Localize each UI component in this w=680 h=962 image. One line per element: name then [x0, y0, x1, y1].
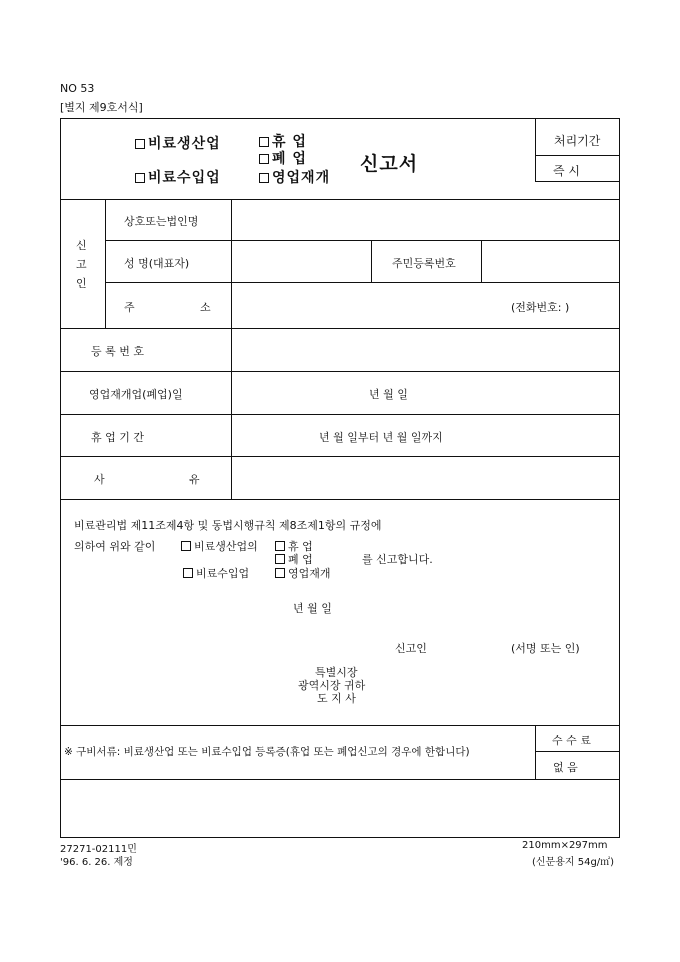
checkbox-icon[interactable] [183, 568, 193, 578]
fee-label: 수 수 료 [552, 734, 591, 747]
company-field[interactable] [232, 201, 618, 239]
company-label: 상호또는법인명 [124, 215, 199, 228]
divider [535, 119, 536, 181]
divider [105, 199, 106, 328]
signature-note: (서명 또는 인) [511, 642, 580, 655]
recipient: 특별시장 [315, 666, 358, 679]
form-frame [60, 118, 620, 838]
divider [61, 779, 619, 780]
statement-line: 비료관리법 제11조제4항 및 동법시행규칙 제8조제1항의 규정에 [74, 519, 382, 532]
title-option-suspend: 휴 업 [259, 131, 307, 151]
divider [535, 751, 619, 752]
address-field[interactable] [232, 284, 512, 326]
phone-label: (전화번호: ) [511, 301, 570, 314]
statement-option-import: 비료수입업 [183, 565, 249, 581]
title-option-production: 비료생산업 [135, 133, 221, 153]
checkbox-icon[interactable] [135, 173, 145, 183]
footer-paper: (신문용지 54g/㎡) [532, 857, 615, 868]
divider [61, 414, 619, 415]
divider [61, 499, 619, 500]
checkbox-icon[interactable] [259, 154, 269, 164]
address-label: 주 [124, 301, 135, 314]
divider [535, 155, 619, 156]
checkbox-icon[interactable] [259, 173, 269, 183]
recipient: 광역시장 귀하 [298, 679, 366, 692]
title-option-resume: 영업재개 [259, 167, 330, 187]
suspension-period-label: 휴 업 기 간 [91, 431, 144, 444]
footer-size: 210mm×297mm [522, 840, 608, 851]
name-label: 성 명(대표자) [124, 257, 190, 270]
statement-option-close: 폐 업 [275, 551, 313, 567]
processing-value: 즉 시 [553, 164, 580, 178]
fee-value: 없 음 [553, 761, 578, 774]
applicant-group-label: 신 [76, 239, 87, 252]
form-title: 신고서 [360, 153, 419, 175]
recipient: 도 지 사 [317, 692, 356, 705]
required-documents: ※ 구비서류: 비료생산업 또는 비료수입업 등록증(휴업 또는 폐업신고의 경우에 한합니다) [64, 746, 470, 758]
applicant-group-label: 고 [76, 258, 87, 271]
divider [61, 199, 619, 200]
suspension-period-field[interactable]: 년 월 일부터 년 월 일까지 [319, 431, 443, 444]
reason-field[interactable] [232, 458, 618, 498]
business-date-field[interactable]: 년 월 일 [369, 388, 408, 401]
statement-option-production: 비료생산업의 [181, 538, 258, 554]
checkbox-icon[interactable] [275, 554, 285, 564]
divider [61, 371, 619, 372]
footer-code: 27271-02111민 [60, 844, 137, 855]
divider [105, 282, 619, 283]
reason-label: 사 [94, 473, 105, 486]
checkbox-icon[interactable] [181, 541, 191, 551]
checkbox-icon[interactable] [275, 568, 285, 578]
statement-date: 년 월 일 [293, 602, 332, 615]
divider [535, 181, 619, 182]
statement-tail: 를 신고합니다. [362, 553, 433, 566]
form-number: NO 53 [60, 82, 95, 95]
divider [61, 456, 619, 457]
form-name: [별지 제9호서식] [60, 101, 143, 114]
checkbox-icon[interactable] [135, 139, 145, 149]
name-field[interactable] [232, 242, 370, 280]
title-option-import: 비료수입업 [135, 167, 221, 187]
title-option-close: 폐 업 [259, 148, 307, 168]
id-number-label: 주민등록번호 [392, 257, 456, 270]
statement-option-suspend: 휴 업 [275, 538, 313, 554]
divider [61, 328, 619, 329]
reason-label: 유 [189, 473, 200, 486]
checkbox-icon[interactable] [275, 541, 285, 551]
id-number-field[interactable] [482, 242, 618, 280]
divider [371, 240, 372, 282]
divider [105, 240, 619, 241]
statement-option-resume: 영업재개 [275, 565, 331, 581]
statement-line: 의하여 위와 같이 [74, 540, 156, 553]
processing-label: 처리기간 [554, 134, 601, 148]
business-date-label: 영업재개업(폐업)일 [89, 388, 183, 401]
applicant-group-label: 인 [76, 277, 87, 290]
footer-date: '96. 6. 26. 제정 [60, 857, 133, 868]
registration-number-field[interactable] [232, 330, 618, 370]
address-label: 소 [200, 301, 211, 314]
signer-label: 신고인 [395, 642, 427, 655]
registration-number-label: 등 록 번 호 [91, 345, 144, 358]
checkbox-icon[interactable] [259, 137, 269, 147]
divider [535, 725, 536, 779]
